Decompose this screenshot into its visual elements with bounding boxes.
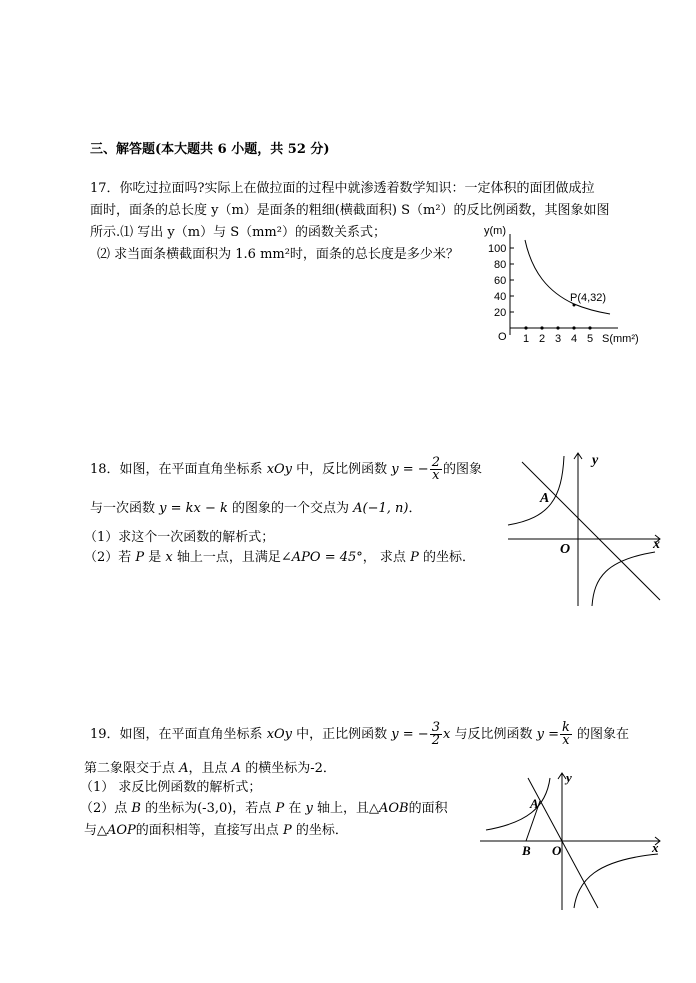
q19-point-a: A	[179, 761, 189, 776]
q19-text: 的面积相等，直接写出点	[135, 823, 283, 838]
q19-line-5	[84, 819, 348, 838]
q18-text: ．	[408, 501, 422, 516]
q19-fraction-den: x	[562, 733, 570, 748]
q18-hyperbola-upper	[508, 456, 564, 525]
q18-point-a: A(−1, n)	[353, 501, 409, 516]
q17-origin-label: O	[498, 331, 507, 343]
q19-line-1	[90, 722, 629, 747]
q18-text: 是	[144, 550, 166, 565]
q19-y: y	[305, 801, 313, 816]
q17-y-tick: 80	[494, 259, 507, 271]
q19-fraction-den: 2	[431, 733, 440, 748]
q19-text: 的横坐标为-2．	[241, 761, 336, 776]
q19-text: 与反比例函数	[450, 727, 537, 742]
q17-graph	[470, 220, 660, 350]
q17-y-tick: 20	[494, 307, 507, 319]
q19-formula: y = −	[391, 727, 429, 742]
q18-text: 的坐标．	[418, 550, 475, 565]
q19-y-label: y	[566, 770, 572, 785]
q19-hyperbola-upper	[486, 778, 550, 830]
q18-line-3: （1）求这个一次函数的解析式；	[84, 530, 275, 545]
q19-fraction-num: 3	[431, 720, 440, 735]
q18-line-1	[90, 457, 482, 482]
q19-fraction	[430, 722, 442, 747]
q19-line-4	[80, 797, 448, 816]
q17-line-1: 17．你吃过拉面吗?实际上在做拉面的过程中就渗透着数学知识：一定体积的面团做成拉	[90, 181, 595, 196]
q17-x-tick: 3	[555, 333, 562, 345]
q18-text: 的图象的一个交点为	[227, 501, 354, 516]
q19-text: 中，正比例函数	[292, 727, 392, 742]
q18-xoy: xOy	[266, 462, 293, 477]
q18-angle: ∠APO = 45°	[280, 550, 363, 565]
q18-linear-formula: y = kx − k	[159, 501, 228, 516]
q18-text: （2）若	[84, 550, 136, 565]
q19-text: （2）点	[80, 801, 132, 816]
q19-point-p: P	[275, 801, 285, 816]
q19-number: 19．	[90, 727, 120, 742]
q18-x-label: x	[653, 537, 660, 552]
q17-x-axis-label: S(mm²)	[602, 333, 639, 345]
q18-formula: y = −	[391, 462, 429, 477]
q17-line-2: 面时，面条的总长度 y（m）是面条的粗细(横截面积) S（m²）的反比例函数，其图象如图	[90, 203, 610, 218]
q19-line-2	[84, 757, 336, 776]
section-header: 三、解答题(本大题共 6 小题，共 52 分)	[90, 142, 330, 157]
q17-y-axis-label: y(m)	[484, 225, 506, 237]
q17-y-tick: 100	[488, 243, 507, 255]
q19-fraction-num: k	[561, 720, 570, 735]
q19-fraction	[560, 722, 572, 747]
q19-formula: y =	[536, 727, 559, 742]
q18-text: ， 求点	[362, 550, 411, 565]
q19-b-label: B	[522, 843, 531, 858]
q18-number: 18．	[90, 462, 120, 477]
q19-triangle-aop: AOP	[107, 823, 136, 838]
q17-x-tick: 1	[523, 333, 530, 345]
q19-formula: x	[442, 727, 451, 742]
q18-fraction-den: x	[432, 468, 440, 483]
q19-line-3: （1） 求反比例函数的解析式；	[80, 780, 262, 795]
q18-graph	[500, 448, 670, 613]
q19-text: 第二象限交于点	[84, 761, 180, 776]
q18-text: 如图，在平面直角坐标系	[119, 462, 267, 477]
q18-line-2	[90, 497, 422, 516]
q18-fraction-num: 2	[431, 455, 440, 470]
q18-origin-label: O	[560, 542, 571, 557]
q19-text: 的坐标为(-3,0)，若点	[140, 801, 276, 816]
q19-triangle-aob: AOB	[378, 801, 409, 816]
q18-point-p: P	[135, 550, 145, 565]
q19-text: ，且点	[188, 761, 232, 776]
q17-y-tick: 60	[494, 275, 507, 287]
q18-text: 轴上一点，且满足	[172, 550, 281, 565]
q19-text: 与△	[84, 823, 107, 838]
q18-line-4	[84, 546, 475, 565]
q18-text: 的图象	[442, 462, 482, 477]
q17-x-tick: 2	[539, 333, 546, 345]
q18-text: 与一次函数	[90, 501, 160, 516]
q19-graph	[476, 768, 666, 916]
q18-fraction	[430, 457, 442, 482]
q18-text: 中，反比例函数	[292, 462, 392, 477]
q17-y-tick: 40	[494, 291, 507, 303]
q18-hyperbola-lower	[592, 552, 655, 606]
q18-y-label: y	[592, 453, 599, 468]
q18-line	[522, 462, 660, 600]
q19-text: 在	[284, 801, 306, 816]
q19-xoy: xOy	[266, 727, 293, 742]
q19-hyperbola-lower	[574, 854, 658, 908]
q19-origin-label: O	[552, 843, 562, 858]
q17-line-4: ⑵ 求当面条横截面积为 1.6 mm²时，面条的总长度是多少米？	[97, 247, 459, 262]
q19-text: 的图象在	[572, 727, 629, 742]
q18-point-p: P	[410, 550, 419, 565]
q17-x-tick: 4	[571, 333, 578, 345]
q19-point-a: A	[231, 761, 242, 776]
q19-point-b: B	[131, 801, 141, 816]
q18-a-label: A	[540, 491, 550, 506]
q17-point-label: P(4,32)	[570, 292, 607, 304]
q17-line-3: 所示.⑴ 写出 y（m）与 S（mm²）的函数关系式；	[90, 225, 386, 240]
q19-x-label: x	[652, 840, 659, 855]
q18-x: x	[165, 550, 173, 565]
q19-text: 如图，在平面直角坐标系	[119, 727, 267, 742]
q17-x-tick: 5	[587, 333, 594, 345]
q19-text: 轴上，且△	[312, 801, 379, 816]
q19-point-p: P	[282, 823, 292, 838]
q19-text: 的坐标．	[291, 823, 348, 838]
q19-a-label: A	[530, 796, 539, 811]
q19-text: 的面积	[408, 801, 448, 816]
